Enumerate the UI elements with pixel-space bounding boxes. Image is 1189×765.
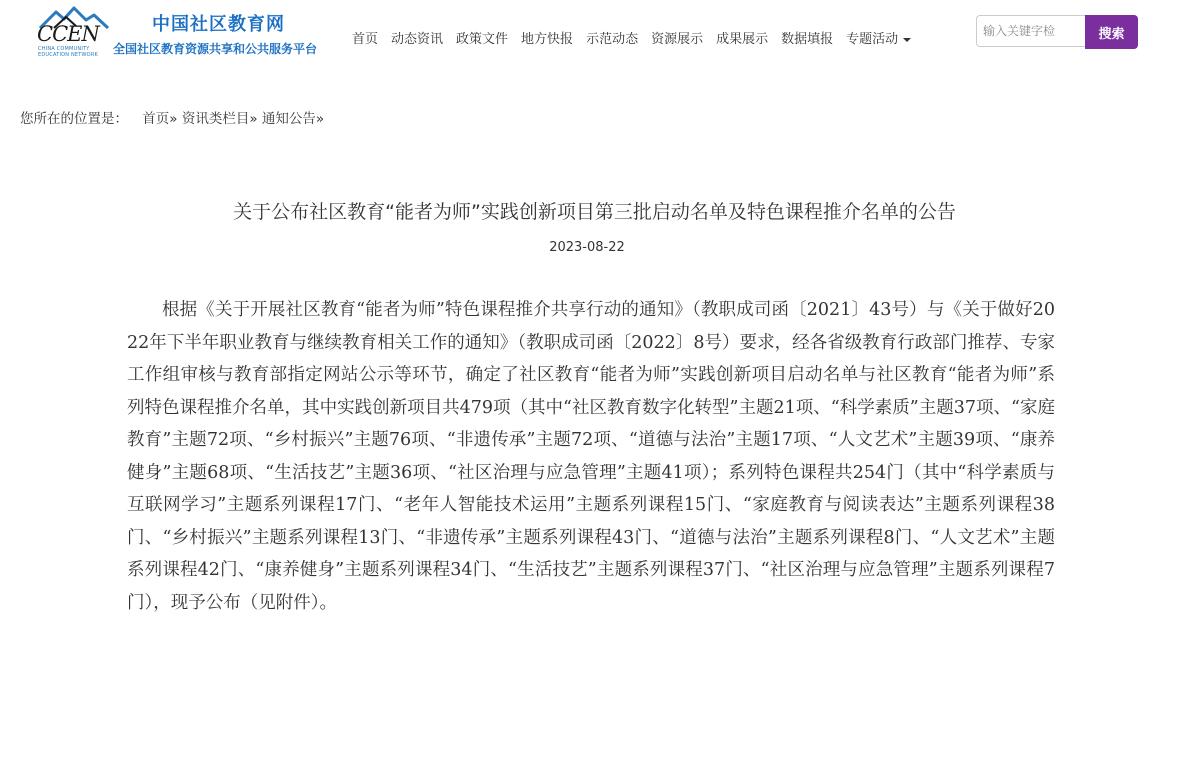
site-logo[interactable] (36, 6, 336, 64)
nav-item-news[interactable]: 动态资讯 (391, 32, 444, 47)
nav-item-special-events[interactable] (846, 28, 911, 47)
article-body: 根据《关于开展社区教育“能者为师”特色课程推介共享行动的通知》（教职成司函〔2021〕43号）与《关于做好2022年下半年职业教育与继续教育相关工作的通知》（教职成司函〔2022〕8号）要求，经各省级教育行政部门推荐、专家工作组审核与教育部指定网站公示等环节，确定了社区教育“能者为师”实践创新项目启动名单与社区教育“能者为师”系列特色课程推介名单，其中实践创新项目共479项（其中“社区教育数字化转型”主题21项、“科学素质”主题37项、“家庭教育”主题72项、“乡村振兴”主题76项、“非遗传承”主题72项、“道德与法治”主题17项、“人文艺术”主题39项、“康养健身”主题68项、“生活技艺”主题36项、“社区治理与应急管理”主题41项）；系列特色课程共254门（其中“科学素质与互联网学习”主题系列课程17门、“老年人智能技术运用”主题系列课程15门、“家庭教育与阅读表达”主题系列课程38门、“乡村振兴”主题系列课程13门、“非遗传承”主题系列课程43门、“道德与法治”主题系列课程8门、“人文艺术”主题系列课程42门、“康养健身”主题系列课程34门、“生活技艺”主题系列课程37门、“社区治理与应急管理”主题系列课程7门），现予公布（见附件）。 (127, 300, 1055, 613)
search-input[interactable] (976, 15, 1085, 47)
breadcrumb-news-column[interactable]: 资讯类栏目» (181, 111, 258, 127)
site-header (0, 0, 1189, 75)
logo-english-name: CHINA COMMUNITY EDUCATION NETWORK (38, 46, 98, 58)
search-bar (976, 15, 1138, 49)
article-date: 2023-08-22 (549, 240, 625, 255)
breadcrumb-notices[interactable]: 通知公告» (261, 111, 325, 127)
breadcrumb-home[interactable]: 首页» (142, 111, 178, 127)
nav-item-special-events-label: 专题活动 (846, 32, 899, 47)
nav-item-policy[interactable]: 政策文件 (456, 32, 509, 47)
breadcrumb-prefix: 您所在的位置是： (20, 111, 128, 127)
nav-item-achievements[interactable]: 成果展示 (716, 32, 769, 47)
logo-abbreviation: CCEN (37, 22, 99, 46)
nav-item-home[interactable]: 首页 (352, 32, 379, 47)
nav-item-local-news[interactable]: 地方快报 (521, 32, 574, 47)
logo-subtitle: 全国社区教育资源共享和公共服务平台 (113, 42, 318, 56)
breadcrumb (20, 107, 324, 127)
logo-title: 中国社区教育网 (152, 14, 285, 35)
nav-item-demonstration[interactable]: 示范动态 (586, 32, 639, 47)
article-title: 关于公布社区教育“能者为师”实践创新项目第三批启动名单及特色课程推介名单的公告 (233, 201, 956, 223)
nav-item-resources[interactable]: 资源展示 (651, 32, 704, 47)
nav-item-data-entry[interactable]: 数据填报 (781, 32, 834, 47)
main-nav (352, 28, 924, 47)
caret-down-icon (903, 38, 911, 42)
search-button[interactable]: 搜索 (1085, 15, 1138, 49)
